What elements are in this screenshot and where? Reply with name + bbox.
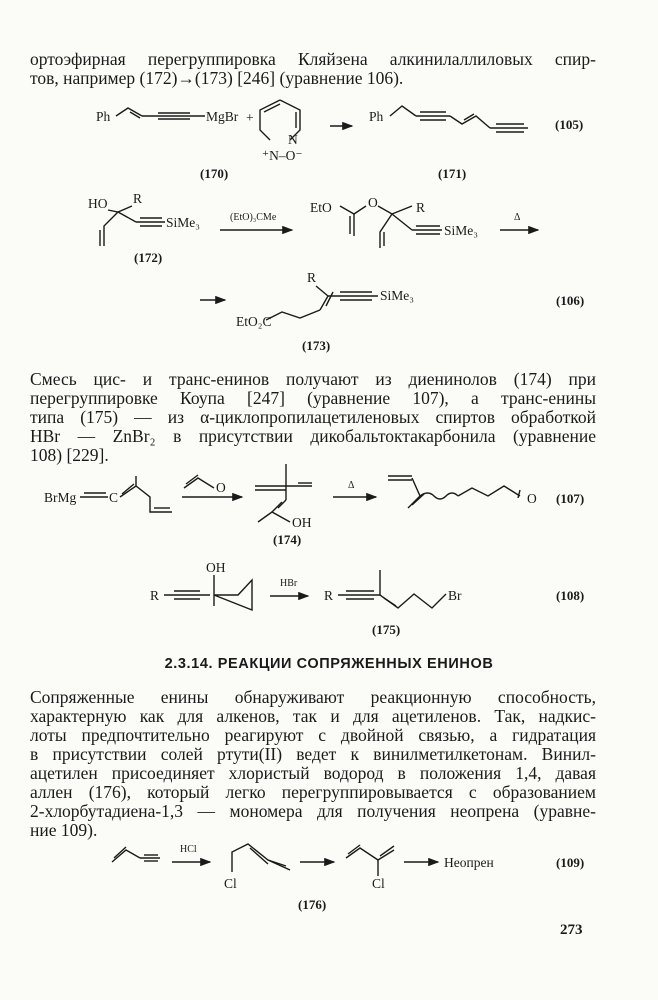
text-line: ацетилен присоединяет хлористый водород в положения 1,4, давая: [30, 763, 596, 783]
text-line: аллен (176), который легко перегруппировывается с образованием: [30, 782, 596, 802]
compound-label: (172): [134, 250, 163, 265]
scheme-107: [44, 464, 584, 547]
reagent-label: HCl: [180, 844, 197, 855]
text-line: Смесь цис- и транс-енинов получают из диенинолов (174) при: [30, 369, 596, 389]
text-line: тов, например (172)→(173) [246] (уравнение 106).: [30, 68, 404, 88]
plus-sign: +: [246, 110, 254, 125]
atom-c: C: [109, 490, 119, 505]
page-number: 273: [560, 922, 583, 938]
text-line: в присутствии солей ртути(II) ведет к винилметилкетонам. Винил-: [30, 744, 596, 764]
equation-number: (105): [555, 117, 584, 132]
product-name: Неопрен: [444, 855, 494, 870]
text-line: лоты предпочтительно реагируют с двойной связью, а гидратация: [30, 725, 596, 745]
atom-oh: OH: [206, 560, 226, 575]
section-paragraph: [30, 688, 596, 840]
atom-etooc: EtO₂C: [236, 314, 272, 329]
section-heading: 2.3.14. РЕАКЦИИ СОПРЯЖЕННЫХ ЕНИНОВ: [164, 656, 494, 672]
atom-sime3: SiMe₃: [166, 215, 200, 230]
atom-cl: Cl: [372, 876, 385, 891]
atom-ho: HO: [88, 196, 108, 211]
text-line: ортоэфирная перегруппировка Кляйзена алкинилаллиловых спир-: [30, 49, 596, 69]
atom-eto: EtO: [310, 200, 332, 215]
reagent-label: Δ: [348, 480, 355, 491]
reagent-label: (EtO)₃CMe: [230, 212, 277, 223]
atom-oh: OH: [292, 515, 312, 530]
compound-label: (176): [298, 897, 327, 912]
atom-n-oxide: ⁺N–O⁻: [262, 148, 303, 163]
atom-r: R: [307, 270, 317, 285]
reagent-label: HBr: [280, 578, 298, 589]
atom-r: R: [416, 200, 426, 215]
atom-r: R: [150, 588, 160, 603]
text-line: 2-хлорбутадиена-1,3 — мономера для получения неопрена (уравне-: [30, 801, 596, 821]
text-line: типа (175) — из α-циклопропилацетиленовых спиртов обработкой: [30, 407, 596, 427]
atom-mgbr: MgBr: [206, 109, 239, 124]
atom-br: Br: [448, 588, 462, 603]
compound-label: (173): [302, 338, 331, 353]
equation-number: (107): [556, 491, 585, 506]
atom-sime3: SiMe₃: [444, 223, 478, 238]
equation-number: (108): [556, 588, 585, 603]
compound-label: (171): [438, 166, 467, 181]
text-line: HBr — ZnBr₂ в присутствии дикобальтоктакарбонила (уравнение: [30, 426, 596, 446]
compound-label: (170): [200, 166, 229, 181]
atom-sime3: SiMe₃: [380, 288, 414, 303]
atom-o: O: [216, 480, 226, 495]
atom-n: N: [288, 132, 298, 147]
atom-r: R: [324, 588, 334, 603]
compound-label: (175): [372, 622, 401, 637]
text-line: характерную как для алкенов, так и для ацетиленов. Так, надкис-: [30, 706, 596, 726]
text-line: 108) [229].: [30, 445, 109, 465]
text-line: ние 109).: [30, 820, 98, 840]
atom-ph: Ph: [96, 109, 111, 124]
scheme-106: [88, 191, 584, 353]
compound-label: (174): [273, 532, 302, 547]
scheme-109: [112, 844, 584, 912]
reagent-label: Δ: [514, 212, 521, 223]
atom-brmg: BrMg: [44, 490, 77, 505]
equation-number: (109): [556, 855, 585, 870]
text-line: перегруппировке Коупа [247] (уравнение 107), а транс-енины: [30, 388, 596, 408]
scheme-108: [150, 560, 584, 637]
text-line: Сопряженные енины обнаруживают реакционную способность,: [30, 687, 596, 707]
atom-o: O: [368, 195, 378, 210]
equation-number: (106): [556, 293, 585, 308]
body-paragraph: [30, 370, 596, 465]
atom-ph: Ph: [369, 109, 384, 124]
atom-cl: Cl: [224, 876, 237, 891]
scheme-105: [96, 100, 583, 181]
atom-o: O: [527, 491, 537, 506]
atom-r: R: [133, 191, 143, 206]
